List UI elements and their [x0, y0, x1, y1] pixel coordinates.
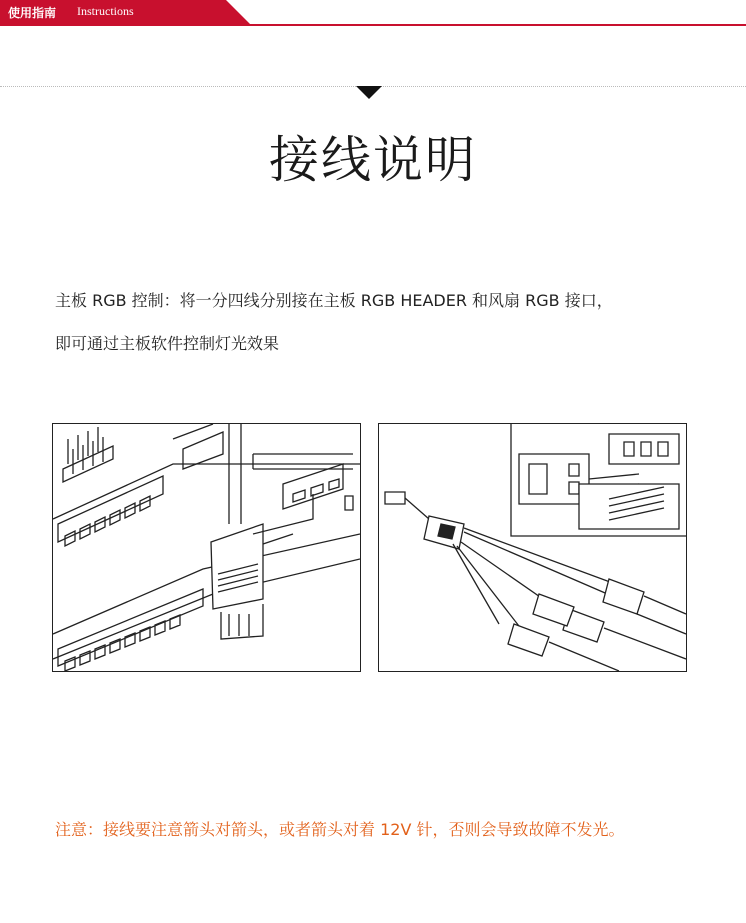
header-label-en: Instructions	[77, 4, 134, 18]
header-label-cn: 使用指南	[8, 6, 57, 20]
header-divider	[0, 24, 746, 26]
instruction-paragraph-1: 主板 RGB 控制：将一分四线分别接在主板 RGB HEADER 和风扇 RGB 接口，	[55, 291, 613, 310]
down-triangle-icon	[356, 86, 382, 99]
one-to-four-splitter-cable-illustration	[378, 423, 687, 672]
instruction-paragraph-2: 即可通过主板软件控制灯光效果	[55, 334, 280, 353]
header-bar	[0, 0, 746, 26]
page-title: 接线说明	[269, 131, 477, 189]
warning-note: 注意：接线要注意箭头对箭头，或者箭头对着 12V 针，否则会导致故障不发光。	[55, 820, 625, 839]
motherboard-rgb-header-illustration	[52, 423, 361, 672]
